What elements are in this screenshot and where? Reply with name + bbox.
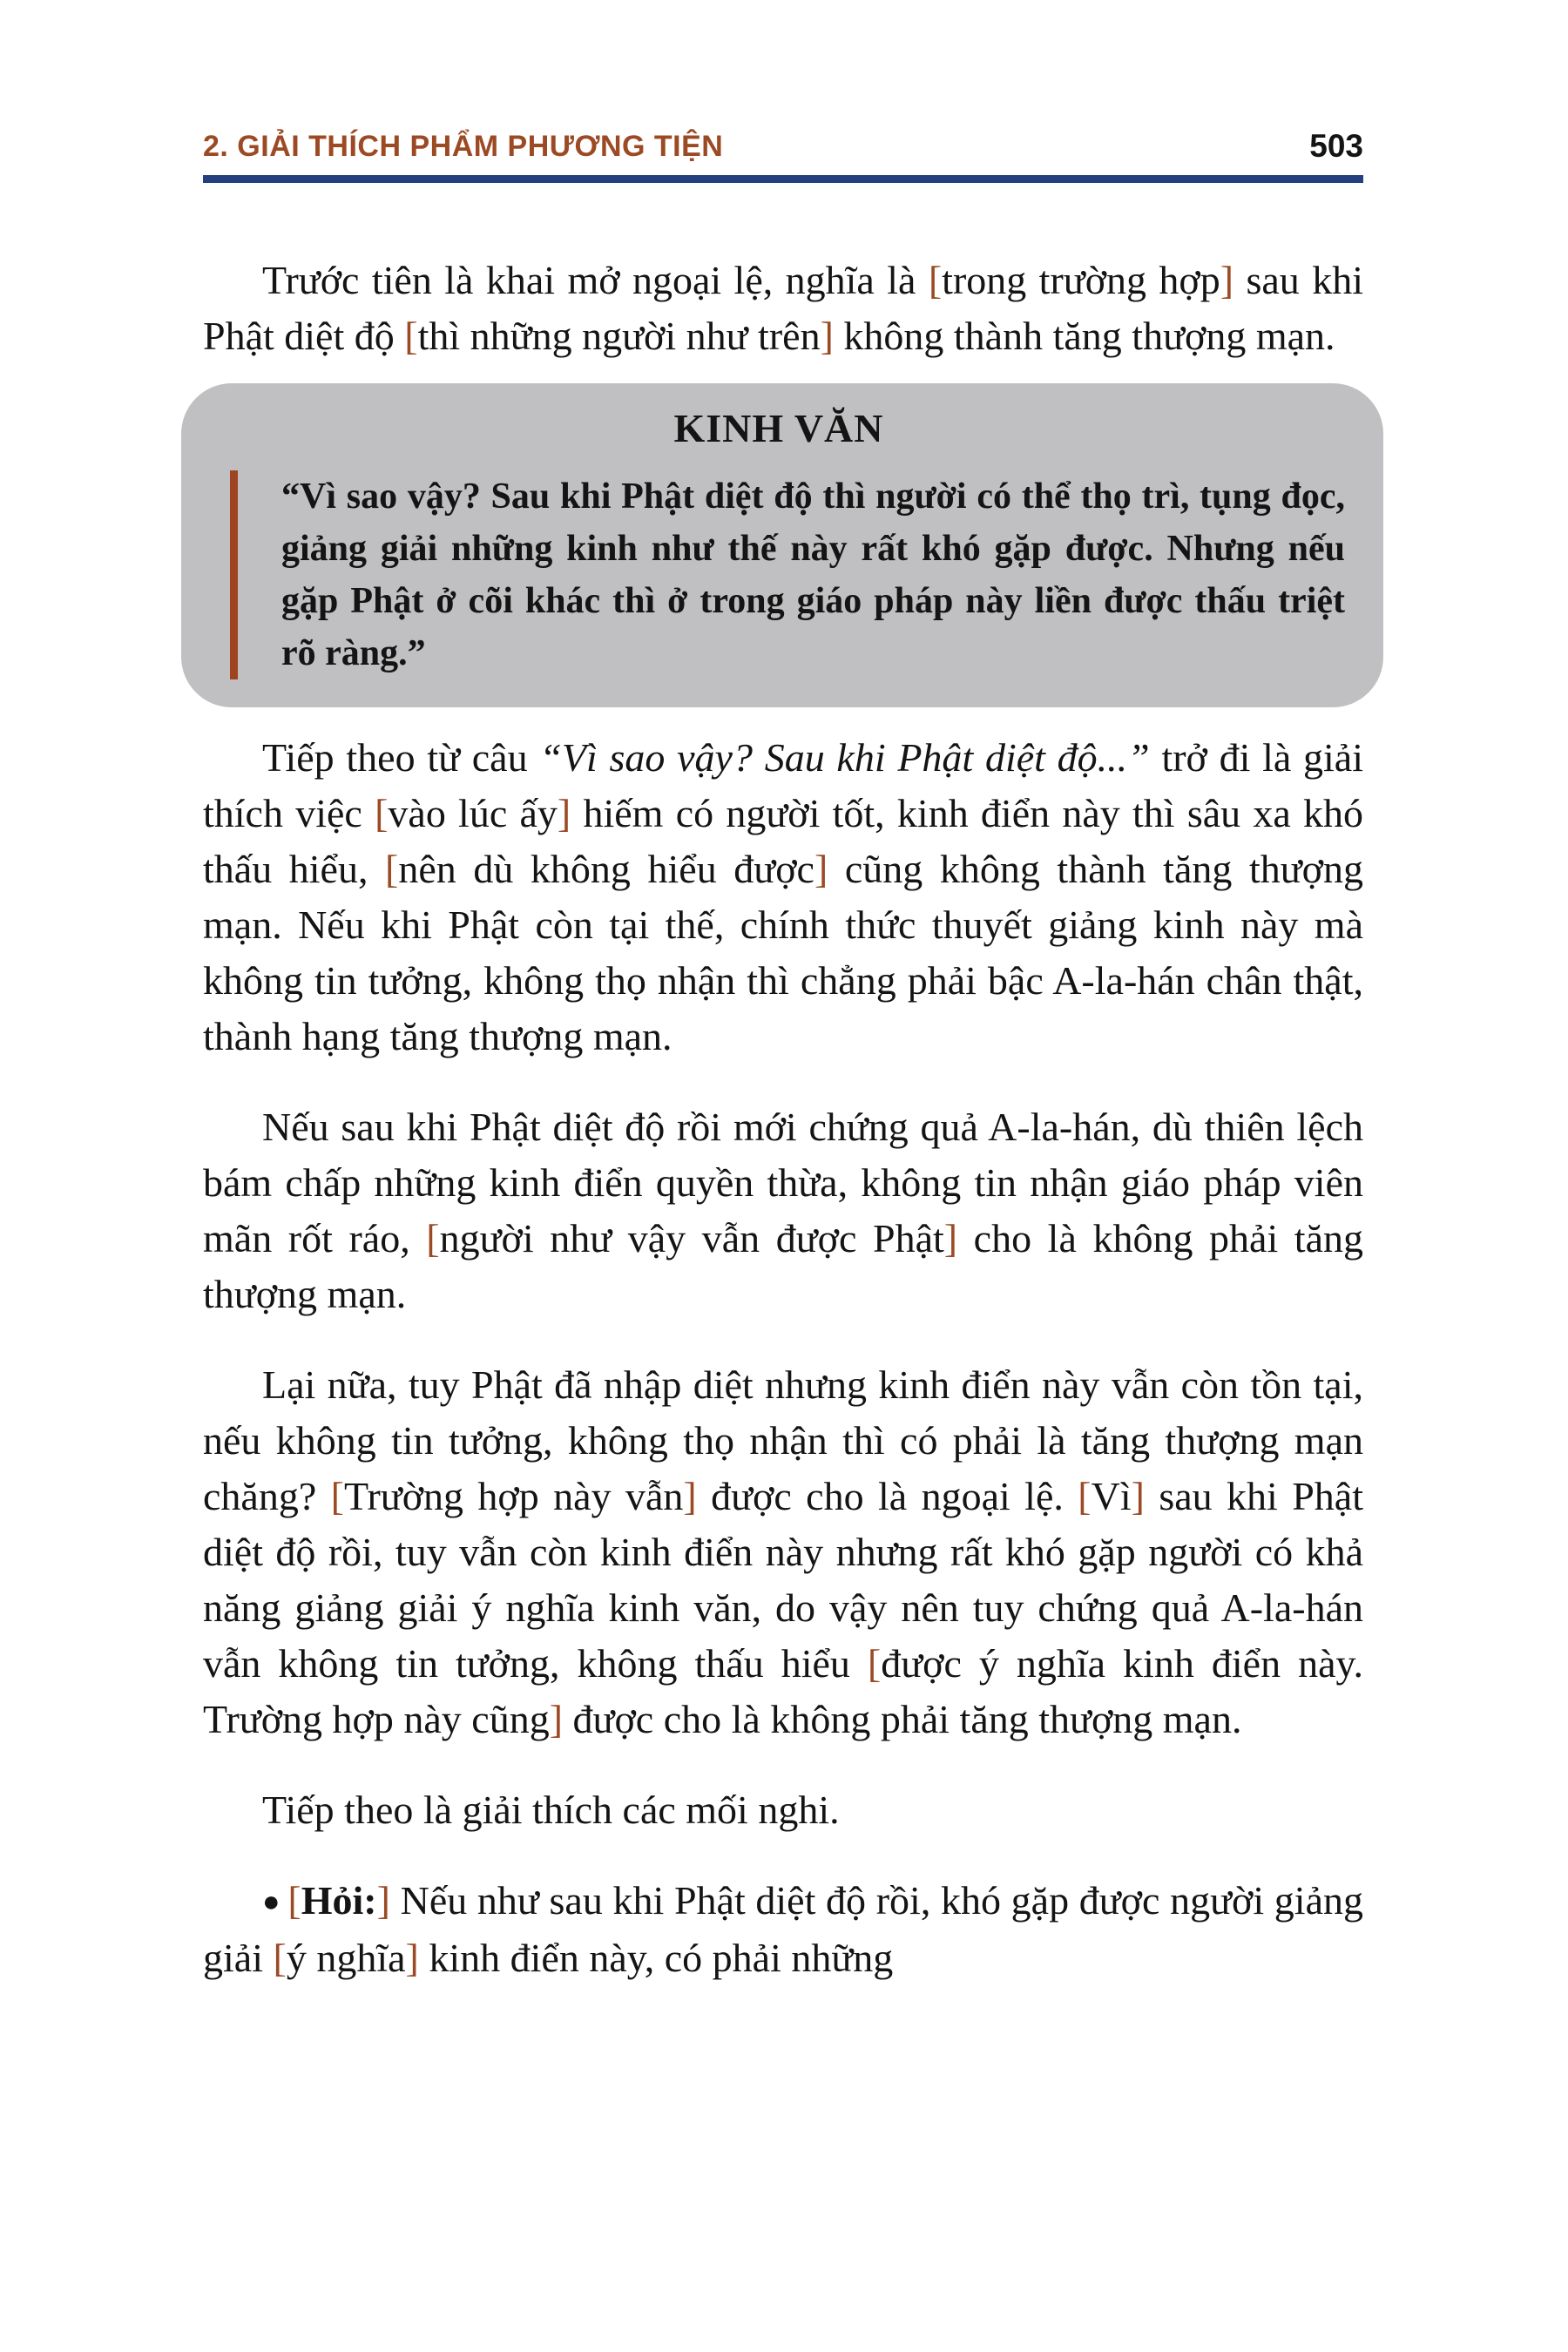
text-segment: Vì [1091, 1474, 1132, 1518]
text-segment: vào lúc ấy [388, 791, 558, 835]
text-segment: nên dù không hiểu được [398, 847, 814, 891]
commentary-text [203, 730, 1363, 1986]
text-segment: được ý nghĩa kinh điển này. Trường hợp này cũng [203, 1641, 1363, 1741]
bracket-mark: [ [375, 791, 389, 835]
text-segment: thì những người như trên [417, 314, 821, 358]
quote-accent-bar [230, 470, 238, 679]
paragraph [203, 1357, 1363, 1747]
paragraph [203, 253, 1363, 364]
header-rule [203, 175, 1363, 183]
text-segment: Tiếp theo là giải thích các mối nghi. [262, 1788, 840, 1832]
question-label: Hỏi [301, 1878, 364, 1923]
text-segment: Trước tiên là khai mở ngoại lệ, nghĩa là [262, 258, 929, 302]
bullet-icon: ● [262, 1886, 288, 1918]
page-content [203, 129, 1363, 1986]
text-segment: được cho là không phải tăng thượng mạn. [563, 1697, 1242, 1741]
bracket-mark: ] [549, 1697, 564, 1741]
text-segment: Trường hợp này vẫn [343, 1474, 684, 1518]
text-segment: Lại nữa, tuy Phật đã nhập diệt nhưng kinh điển này vẫn còn tồn tại, nếu không tin tưởng, không thọ nhận thì có phải là tăng thượng mạn chăng? [203, 1362, 1363, 1518]
page-number: 503 [1309, 128, 1363, 164]
text-segment: trong trường hợp [942, 258, 1220, 302]
bracket-mark: ] [943, 1216, 958, 1260]
bracket-mark: [ [385, 847, 399, 891]
bracket-mark: [ [1078, 1474, 1092, 1518]
kinh-van-quote-text: “Vì sao vậy? Sau khi Phật diệt độ thì người có thể thọ trì, tụng đọc, giảng giải những kinh như thế này rất khó gặp được. Nhưng nếu gặp Phật ở cõi khác thì ở trong giáo pháp này liền được thấu triệt rõ ràng.” [281, 476, 1345, 673]
text-segment: ý nghĩa [286, 1936, 406, 1980]
bracket-mark: ] [1131, 1474, 1145, 1518]
text-segment: sau khi Phật diệt độ rồi, tuy vẫn còn kinh điển này nhưng rất khó gặp người có khả năng giảng giải ý nghĩa kinh văn, do vậy nên tuy chứng quả A-la-hán vẫn không tin tưởng, không thấu hiểu [203, 1474, 1363, 1686]
bracket-mark: ] [1220, 258, 1234, 302]
text-segment: được cho là ngoại lệ. [696, 1474, 1078, 1518]
kinh-van-quote [213, 470, 1345, 679]
text-segment: Tiếp theo từ câu [262, 735, 540, 780]
bracket-mark: [ [404, 314, 418, 358]
bracket-mark: [ [426, 1216, 440, 1260]
bracket-mark: ] [814, 847, 828, 891]
bracket-mark: [ [330, 1474, 344, 1518]
bracket-mark: [ [928, 258, 943, 302]
text-segment: trở đi là giải thích việc [203, 735, 1364, 835]
kinh-van-box [181, 383, 1383, 707]
bracket-mark: ] [376, 1878, 390, 1923]
intro-text [203, 253, 1363, 364]
bracket-mark: [ [867, 1641, 882, 1686]
text-segment: sau khi Phật diệt độ [203, 258, 1363, 358]
text-segment: Nếu sau khi Phật diệt độ rồi mới chứng quả A-la-hán, dù thiên lệch bám chấp những kinh điển quyền thừa, không tin nhận giáo pháp viên mãn rốt ráo, [203, 1105, 1363, 1260]
text-segment: cho là không phải tăng thượng mạn. [203, 1216, 1363, 1316]
paragraph [203, 1782, 1363, 1838]
text-segment: cũng không thành tăng thượng mạn. Nếu khi Phật còn tại thế, chính thức thuyết giảng kinh này mà không tin tưởng, không thọ nhận thì chẳng phải bậc A-la-hán chân thật, thành hạng tăng thượng mạn. [203, 847, 1363, 1058]
bracket-mark: ] [405, 1936, 419, 1980]
question-label: : [363, 1878, 377, 1923]
text-segment: hiếm có người tốt, kinh điển này thì sâu xa khó thấu hiểu, [203, 791, 1364, 891]
text-segment: Nếu như sau khi Phật diệt độ rồi, khó gặp được người giảng giải [203, 1878, 1363, 1980]
bracket-mark: ] [820, 314, 834, 358]
running-head [203, 129, 1363, 164]
text-segment: không thành tăng thượng mạn. [833, 314, 1335, 358]
bracket-mark: [ [273, 1936, 287, 1980]
paragraph [203, 730, 1363, 1064]
chapter-title: 2. GIẢI THÍCH PHẨM PHƯƠNG TIỆN [203, 130, 724, 163]
paragraph [203, 1099, 1363, 1322]
paragraph [203, 1873, 1363, 1986]
bracket-mark: ] [683, 1474, 697, 1518]
quoted-phrase: “Vì sao vậy? Sau khi Phật diệt độ...” [539, 735, 1150, 780]
text-segment: kinh điển này, có phải những [418, 1936, 894, 1980]
kinh-van-title: KINH VĂN [673, 406, 884, 450]
text-segment: người như vậy vẫn được Phật [439, 1216, 944, 1260]
bracket-mark: ] [557, 791, 571, 835]
bracket-mark: [ [287, 1878, 301, 1923]
